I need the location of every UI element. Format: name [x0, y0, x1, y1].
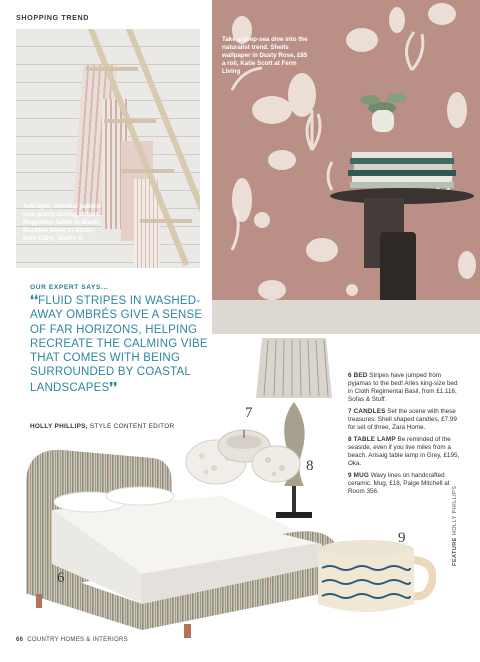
figure-number-candles: 7 — [245, 405, 253, 421]
figure-number-bed: 6 — [57, 570, 65, 586]
ladder-caption: Add light, informal pattern with jaunty ticking stripes. Mappleton fabric in Blush; Buckton fabric in Blush, both £19m, Studio G — [23, 203, 101, 242]
quote-author: HOLLY PHILLIPS, — [30, 423, 88, 430]
open-quote-icon: ❛❛ — [30, 293, 39, 307]
wallpaper-caption: Take a deep-sea dive into the naturalist trend. Shells wallpaper in Dusty Rose, £85 a roll, Katie Scott at Ferm Living — [222, 36, 308, 75]
product-descriptions — [348, 372, 460, 500]
figure-number-lamp: 8 — [306, 458, 314, 474]
product-item-mug: 9 MUG Wavy lines on handcrafted ceramic. Mug, £18, Paige Mitchell at Room 356. — [348, 472, 450, 495]
wavy-mug-image — [314, 540, 436, 616]
shells-wallpaper-photo — [212, 0, 480, 334]
page-number: 66 — [16, 637, 24, 643]
section-label: SHOPPING TREND — [16, 13, 90, 22]
ladder-fabric-photo — [16, 29, 200, 268]
feature-credit: FEATURE HOLLY PHILLIPS — [452, 485, 458, 566]
publication-name: COUNTRY HOMES & INTERIORS — [27, 637, 128, 643]
product-item-bed: 6 BED Stripes have jumped from pyjamas to the bed! Arles king-size bed in Cloth Regimental Basil, from £1,116, Sofas & Stuff. — [348, 372, 458, 403]
quote-text: FLUID STRIPES IN WASHED-AWAY OMBRÉS GIVE A SENSE OF FAR HORIZONS, HELPING RECREATE THE CALMING VIBE THAT COMES WITH BEING SURROUNDED BY COASTAL LANDSCAPES — [30, 295, 208, 394]
product-item-candles: 7 CANDLES Set the scene with these treasures. Shell shaped candles, £7.99 for set of three, Zara Home. — [348, 408, 457, 431]
striped-bed-image — [22, 444, 342, 640]
quote-attribution — [30, 423, 174, 430]
expert-label: OUR EXPERT SAYS... — [30, 284, 109, 291]
figure-number-mug: 9 — [398, 530, 406, 546]
close-quote-icon: ❜❜ — [109, 379, 118, 394]
pull-quote — [30, 293, 210, 395]
product-item-lamp: 8 TABLE LAMP Be reminded of the seaside, even if you live miles from a beach. Arisaig table lamp in Grey, £195, Oka. — [348, 436, 460, 467]
quote-role: STYLE CONTENT EDITOR — [87, 423, 175, 430]
page-footer — [16, 637, 128, 643]
